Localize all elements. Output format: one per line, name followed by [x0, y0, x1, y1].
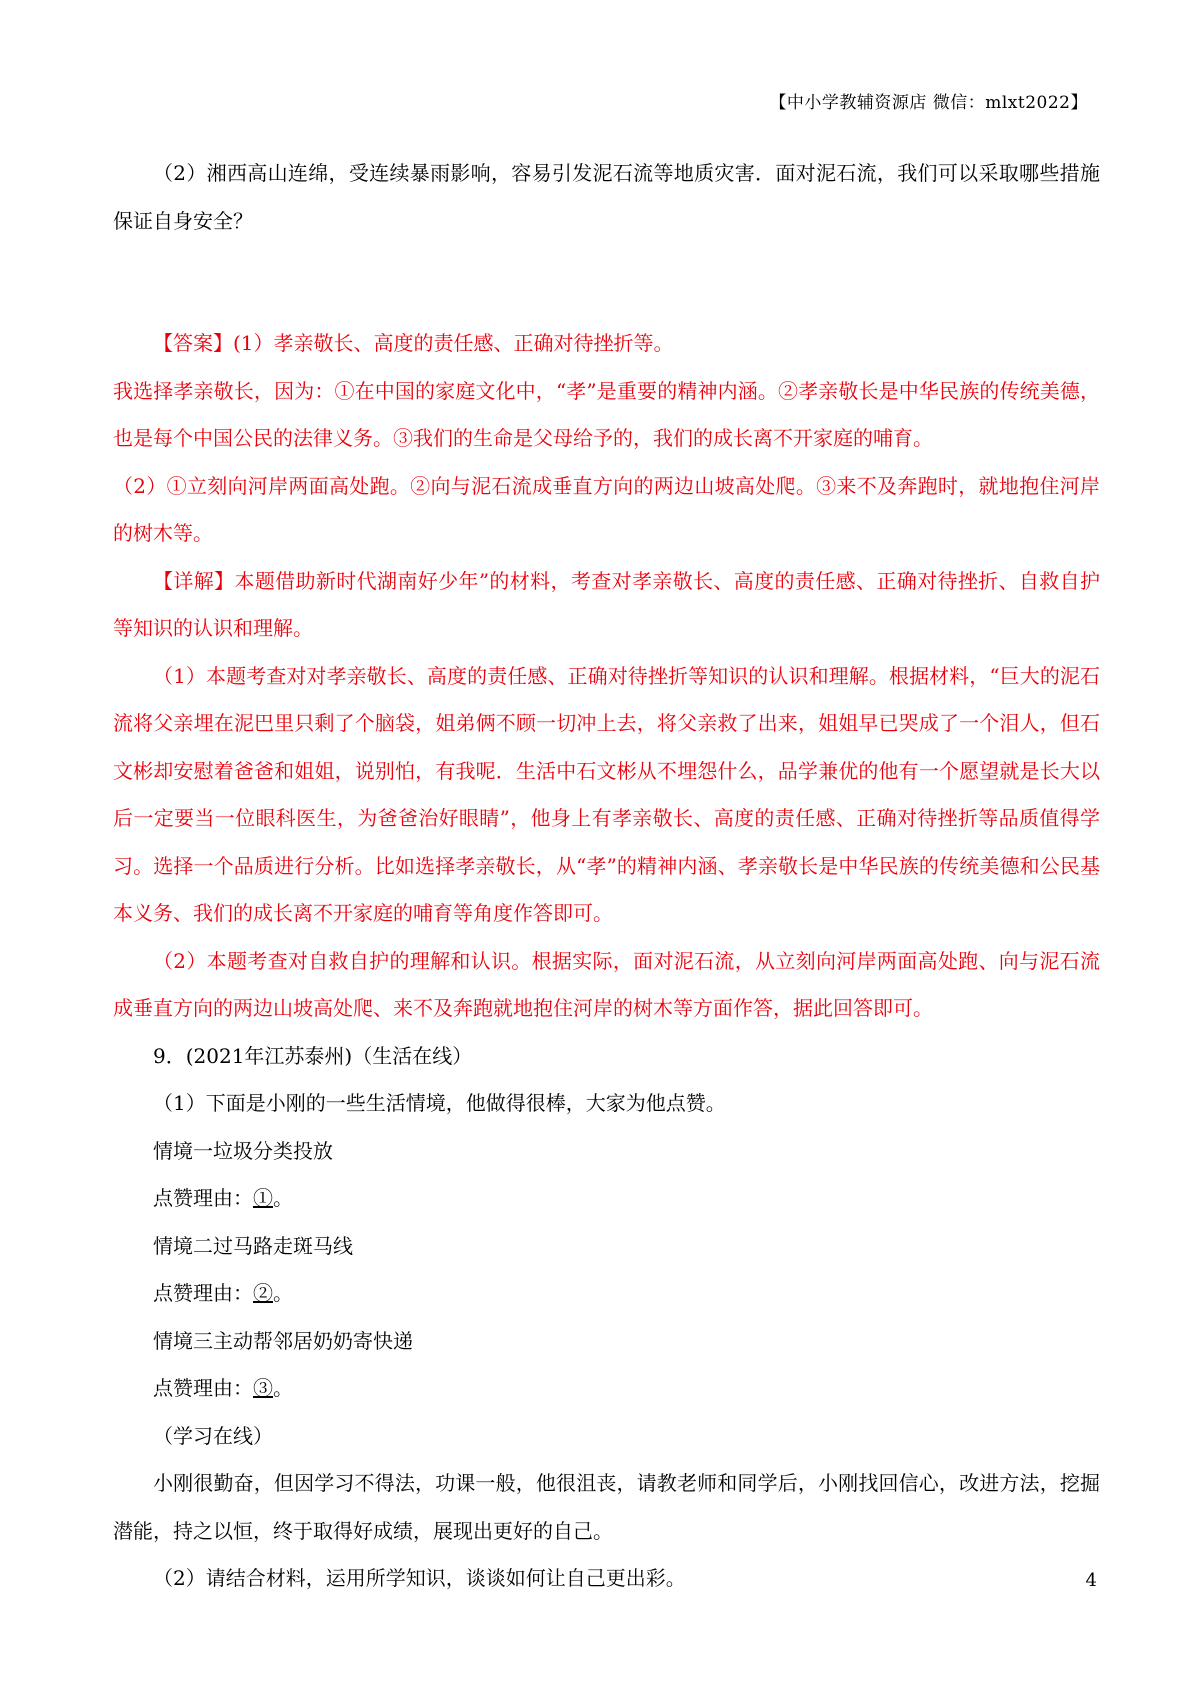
page-number: 4	[1085, 1570, 1097, 1591]
answer-line2: 我选择孝亲敬长，因为：①在中国的家庭文化中，“孝”是重要的精神内涵。②孝亲敬长是中华民族的传统美德，也是每个中国公民的法律义务。③我们的生命是父母给予的，我们的成长离不开家庭的哺育。	[113, 378, 1100, 450]
q9-part2: （2）请结合材料，运用所学知识，谈谈如何让自己更出彩。	[153, 1566, 686, 1590]
answer-line3: （2）①立刻向河岸两面高处跑。②向与泥石流成垂直方向的两边山坡高处爬。③来不及奔跑时，就地抱住河岸的树木等。	[113, 473, 1100, 545]
blank-3: ③	[253, 1376, 273, 1400]
reason-label: 点赞理由：	[153, 1186, 253, 1210]
q9-scenario3: 情境三主动帮邻居奶奶寄快递	[153, 1328, 413, 1353]
page-content	[113, 150, 1100, 1603]
q9-material: 小刚很勤奋，但因学习不得法，功课一般，他很沮丧，请教老师和同学后，小刚找回信心，改进方法，挖掘潜能，持之以恒，终于取得好成绩，展现出更好的自己。	[113, 1471, 1100, 1543]
q9-part1: （1）下面是小刚的一些生活情境，他做得很棒，大家为他点赞。	[153, 1091, 726, 1115]
detail-intro: 【详解】本题借助新时代湖南好少年”的材料，考查对孝亲敬长、高度的责任感、正确对待挫折、自救自护等知识的认识和理解。	[113, 568, 1100, 640]
q9-study-online: （学习在线）	[153, 1423, 273, 1448]
q9-scenario1: 情境一垃圾分类投放	[153, 1138, 333, 1163]
period: 。	[273, 1281, 293, 1305]
q9-reason1	[113, 1175, 1100, 1223]
question-part2: （2）湘西高山连绵，受连续暴雨影响，容易引发泥石流等地质灾害．面对泥石流，我们可以采取哪些措施保证自身安全？	[113, 161, 1100, 233]
period: 。	[273, 1376, 293, 1400]
detail-p1: （1）本题考查对对孝亲敬长、高度的责任感、正确对待挫折等知识的认识和理解。根据材料，“巨大的泥石流将父亲埋在泥巴里只剩了个脑袋，姐弟俩不顾一切冲上去，将父亲救了出来，姐姐早已哭成了一个泪人，但石文彬却安慰着爸爸和姐姐，说别怕，有我呢．生活中石文彬从不埋怨什么，品学兼优的他有一个愿望就是长大以后一定要当一位眼科医生，为爸爸治好眼睛”，他身上有孝亲敬长、高度的责任感、正确对待挫折等品质值得学习。选择一个品质进行分析。比如选择孝亲敬长，从“孝”的精神内涵、孝亲敬长是中华民族的传统美德和公民基本义务、我们的成长离不开家庭的哺育等角度作答即可。	[113, 663, 1100, 925]
reason-label: 点赞理由：	[153, 1281, 253, 1305]
detail-p2: （2）本题考查对自救自护的理解和认识。根据实际，面对泥石流，从立刻向河岸两面高处跑、向与泥石流成垂直方向的两边山坡高处爬、来不及奔跑就地抱住河岸的树木等方面作答，据此回答即可。	[113, 948, 1100, 1020]
answer-line1: 【答案】(1）孝亲敬长、高度的责任感、正确对待挫折等。	[153, 331, 674, 355]
q9-title: 9．(2021年江苏泰州)（生活在线）	[153, 1043, 473, 1068]
period: 。	[273, 1186, 293, 1210]
blank-2: ②	[253, 1281, 273, 1305]
q9-scenario2: 情境二过马路走斑马线	[153, 1233, 353, 1258]
q9-reason3	[113, 1365, 1100, 1413]
page-header: 【中小学教辅资源店 微信：mlxt2022】	[769, 93, 1088, 113]
reason-label: 点赞理由：	[153, 1376, 253, 1400]
q9-reason2	[113, 1270, 1100, 1318]
blank-1: ①	[253, 1186, 273, 1210]
spacer	[113, 245, 1100, 320]
